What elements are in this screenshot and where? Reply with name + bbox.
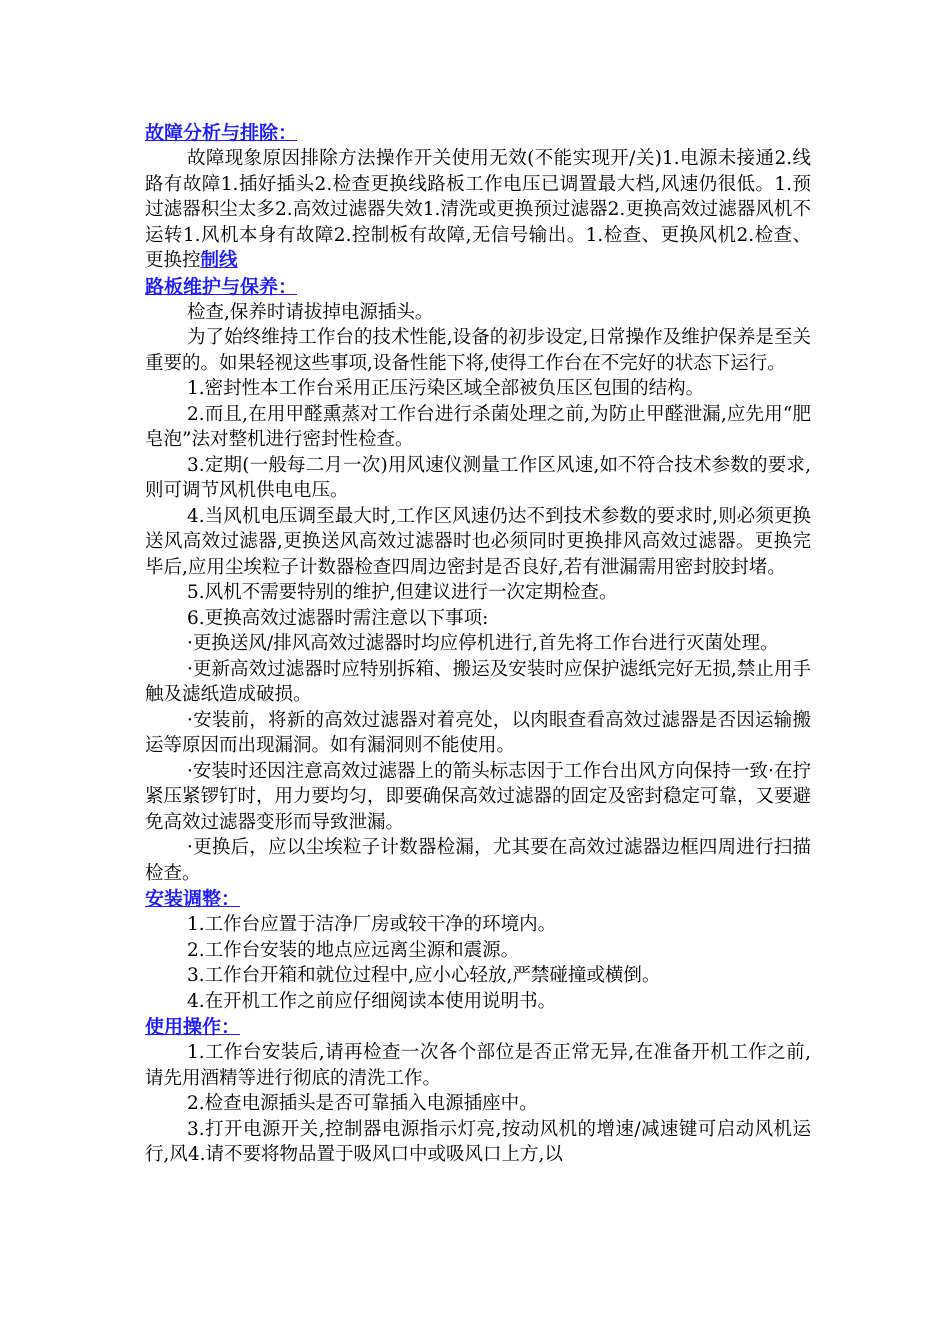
maintenance-paragraph: 4.当风机电压调至最大时,工作区风速仍达不到技术参数的要求时,则必须更换送风高效过滤器,更换送风高效过滤器时也必须同时更换排风高效过滤器。更换完毕后,应用尘埃粒子计数器检查四周边密封是否良好,若有泄漏需用密封胶封堵。	[145, 505, 811, 578]
maintenance-bullet: ·更换送风/排风高效过滤器时均应停机进行,首先将工作台进行灭菌处理。	[187, 633, 779, 654]
maintenance-paragraph: 检查,保养时请拔掉电源插头。	[187, 301, 434, 323]
install-paragraph: 4.在开机工作之前应仔细阅读本使用说明书。	[187, 990, 557, 1012]
section-heading-maintenance[interactable]: 路板维护与保养：	[145, 275, 298, 298]
install-paragraph: 3.工作台开箱和就位过程中,应小心轻放,严禁碰撞或横倒。	[187, 965, 661, 986]
install-paragraph: 1.工作台应置于洁净厂房或较干净的环境内。	[187, 914, 557, 935]
maintenance-paragraph: 3.定期(一般每二月一次)用风速仪测量工作区风速,如不符合技术参数的要求,则可调节风机供电电压。	[145, 454, 811, 501]
section-heading-fault[interactable]: 故障分析与排除：	[145, 122, 298, 144]
section-heading-operation[interactable]: 使用操作：	[145, 1016, 241, 1038]
install-paragraph: 2.工作台安装的地点应远离尘源和震源。	[187, 939, 520, 961]
maintenance-bullet: ·安装时还因注意高效过滤器上的箭头标志因于工作台出风方向保持一致·在拧紧压紧锣钉时，用力要均匀，即要确保高效过滤器的固定及密封稳定可靠，又要避免高效过滤器变形而导致泄漏。	[145, 760, 812, 833]
maintenance-paragraph: 1.密封性本工作台采用正压污染区域全部被负压区包围的结构。	[187, 378, 705, 399]
inline-link-control-line[interactable]: 制线	[200, 250, 238, 271]
maintenance-bullet: ·更换后，应以尘埃粒子计数器检漏，尤其要在高效过滤器边框四周进行扫描检查。	[145, 837, 811, 884]
maintenance-bullet: ·安装前，将新的高效过滤器对着亮处，以肉眼查看高效过滤器是否因运输搬运等原因而出现漏洞。如有漏洞则不能使用。	[145, 709, 811, 756]
fault-paragraph	[145, 146, 811, 274]
fault-text: 故障现象原因排除方法操作开关使用无效(不能实现开/关)1.电源未接通2.线路有故障1.插好插头2.检查更换线路板工作电压已调置最大档,风速仍很低。1.预过滤器积尘太多2.高效过滤器失效1.清洗或更换预过滤器2.更换高效过滤器风机不运转1.风机本身有故障2.控制板有故障,无信号输出。1.检查、更换风机2.检查、更换控	[145, 148, 811, 271]
operation-paragraph: 3.打开电源开关,控制器电源指示灯亮,按动风机的增速/减速键可启动风机运行,风4.请不要将物品置于吸风口中或吸风口上方,以	[145, 1118, 811, 1165]
operation-paragraph: 2.检查电源插头是否可靠插入电源插座中。	[187, 1093, 538, 1114]
maintenance-paragraph: 为了始终维持工作台的技术性能,设备的初步设定,日常操作及维护保养是至关重要的。如果轻视这些事项,设备性能下将,使得工作台在不完好的状态下运行。	[145, 327, 811, 374]
maintenance-paragraph: 2.而且,在用甲醛熏蒸对工作台进行杀菌处理之前,为防止甲醛泄漏,应先用“肥皂泡”法对整机进行密封性检查。	[145, 403, 811, 450]
maintenance-bullet: ·更新高效过滤器时应特别拆箱、搬运及安装时应保护滤纸完好无损,禁止用手触及滤纸造成破损。	[145, 658, 811, 705]
document-page	[145, 120, 811, 1168]
maintenance-paragraph: 6.更换高效过滤器时需注意以下事项:	[187, 607, 489, 629]
section-heading-install[interactable]: 安装调整：	[145, 888, 241, 910]
maintenance-paragraph: 5.风机不需要特别的维护,但建议进行一次定期检查。	[187, 582, 618, 603]
operation-paragraph: 1.工作台安装后,请再检查一次各个部位是否正常无异,在准备开机工作之前,请先用酒精等进行彻底的清洗工作。	[145, 1042, 811, 1089]
